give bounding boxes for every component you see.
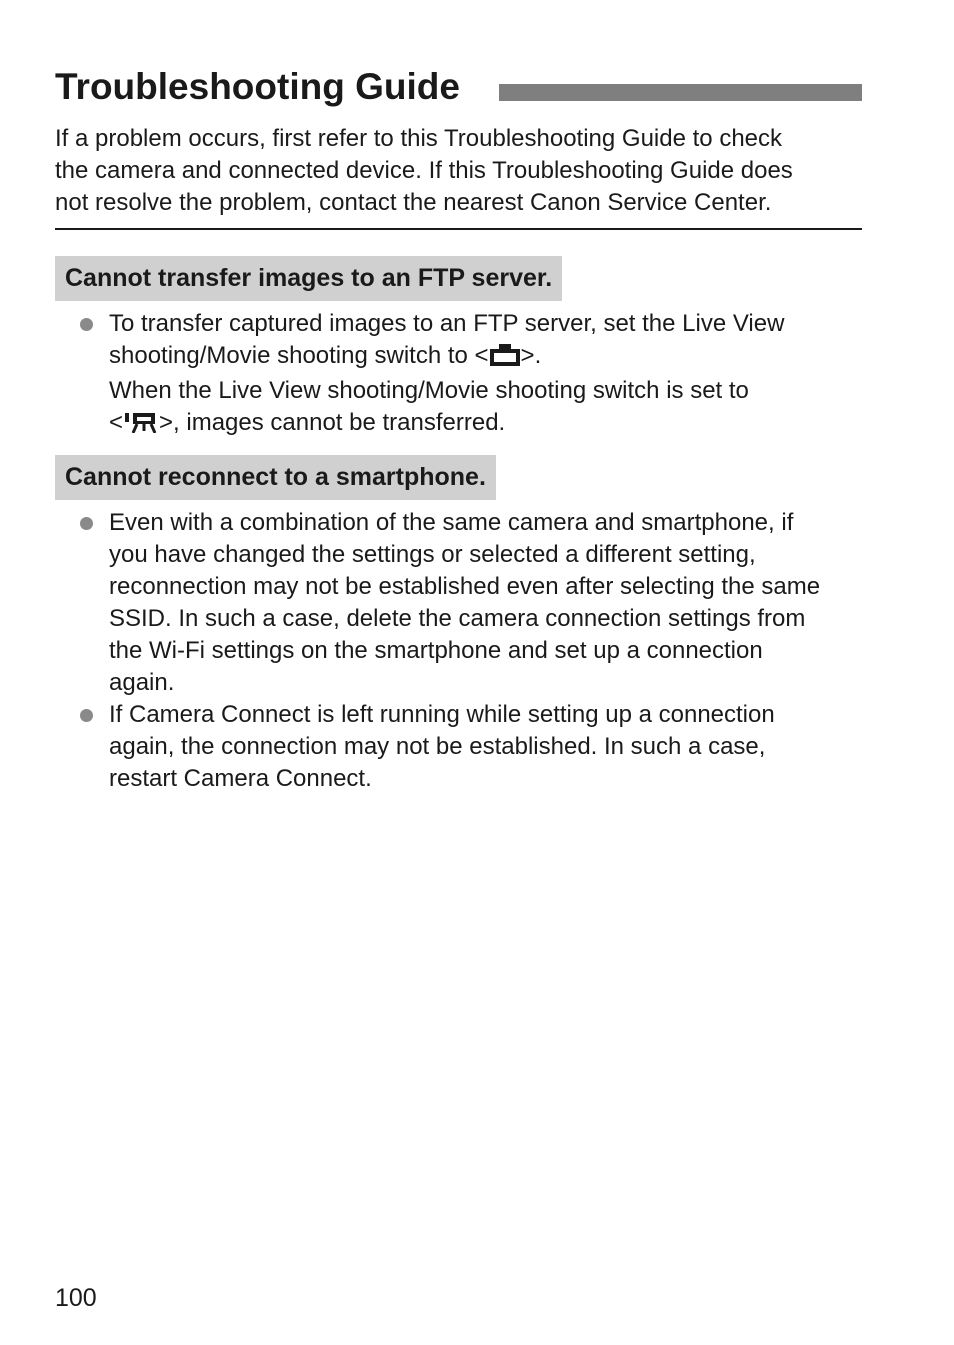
bullet-text: < [109,409,124,436]
bullet-line: If Camera Connect is left running while setting up a connection [109,701,775,728]
bullet-line: reconnection may not be established even after selecting the same [109,573,821,600]
bullet-line: To transfer captured images to an FTP server, set the Live View [109,310,785,337]
page-title: Troubleshooting Guide [55,66,460,107]
page-number: 100 [55,1284,97,1312]
bullet-line: again, the connection may not be established. In such a case, [109,733,766,760]
bullet-list-smartphone [55,507,867,795]
bullet-text: shooting/Movie shooting switch to < [109,342,489,369]
movie-camera-icon [123,410,159,442]
divider-rule [55,228,862,230]
list-item [55,308,867,442]
bullet-icon [80,709,93,722]
bullet-line: the Wi-Fi settings on the smartphone and set up a connection [109,637,763,664]
bullet-line: you have changed the settings or selected a different setting, [109,541,756,568]
title-decor-bar [499,84,862,101]
bullet-text: >. [520,342,542,369]
section-heading-ftp: Cannot transfer images to an FTP server. [55,256,562,301]
bullet-line: again. [109,669,175,696]
bullet-line: When the Live View shooting/Movie shooting switch is set to [109,377,749,404]
intro-line: not resolve the problem, contact the nearest Canon Service Center. [55,189,772,216]
bullet-line: Even with a combination of the same camera and smartphone, if [109,509,794,536]
list-item [55,507,867,699]
bullet-line: SSID. In such a case, delete the camera connection settings from [109,605,806,632]
intro-paragraph [55,123,865,219]
bullet-list-ftp [55,308,867,442]
list-item [55,699,867,795]
bullet-text: >, images cannot be transferred. [159,409,506,436]
section-heading-smartphone: Cannot reconnect to a smartphone. [55,455,496,500]
bullet-icon [80,517,93,530]
intro-line: the camera and connected device. If this Troubleshooting Guide does [55,157,793,184]
intro-line: If a problem occurs, first refer to this Troubleshooting Guide to check [55,125,783,152]
bullet-line: restart Camera Connect. [109,765,372,792]
bullet-line [109,407,867,442]
bullet-icon [80,318,93,331]
bullet-line [109,340,867,375]
still-camera-icon [489,343,521,375]
